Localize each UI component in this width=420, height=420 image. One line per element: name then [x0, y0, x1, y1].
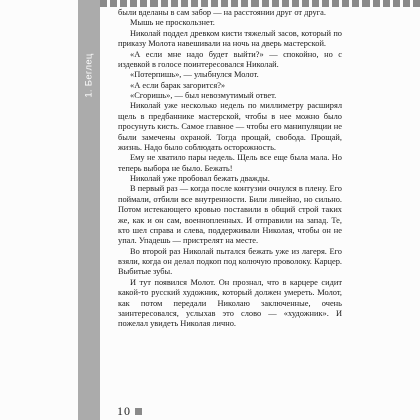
paragraph: В первый раз — когда после контузии очнулся в плену. Его поймали, отбили все внутренности. Били линейно, но сильно. Потом истекающего кровью поставили в общий строй таких же, как и он сам, военнопленных. И отправили на запад. Те, кто шел справа и слева, поддерживали Николая, чтобы он не упал. Упадешь — пристрелят на месте.: [118, 184, 342, 246]
paragraph: «Потерпишь», — улыбнулся Молот.: [130, 70, 259, 80]
paragraph: «Сгоришь», — был невозмутимый ответ.: [130, 91, 277, 100]
page-number: 10: [117, 404, 131, 418]
running-title-container: [78, 0, 100, 150]
folio-square-ornament: [135, 408, 142, 415]
paragraph: Мышь не проскользнет.: [130, 18, 215, 28]
top-decorative-strip: [100, 0, 420, 7]
paragraph: Во второй раз Николай пытался бежать уже из лагеря. Его взяли, когда он делал подкоп под колючую проволоку. Карцер. Выбитые зубы.: [118, 246, 342, 277]
paragraph: «А если мне надо будет выйти?» — спокойно, но с издевкой в голосе поинтересовался Николай.: [118, 49, 342, 69]
paragraph: были вделаны в сам забор — на расстоянии друг от друга.: [118, 8, 326, 17]
paragraph: Николай поддел древком кисти тяжелый засов, который по приказу Молота навешивали на ночь на дверь мастерской.: [118, 28, 342, 49]
running-title: 1. Беглец: [83, 52, 95, 98]
paragraph: «А если барак загорится?»: [130, 80, 226, 90]
paragraph: Ему не хватило пары недель. Щель все еще была мала. Но теперь выбора не было. Бежать!: [118, 153, 342, 173]
paragraph: Николай уже несколько недель по миллиметру расширял щель в предбаннике мастерской, чтобы в нее можно было просунуть кисть. Самое главное — чтобы его манипуляции не были замечены охраной. Тогда прощай, свобода. Прощай, жизнь. Надо было соблюдать осторожность.: [118, 101, 342, 152]
paragraph: Николай уже пробовал бежать дважды.: [130, 174, 270, 183]
paragraph: И тут появился Молот. Он прознал, что в карцере сидит какой-то русский художник, который должен умереть. Молот, как потом передали Николаю заключенные, очень заинтересовался, услыхав это слово — «художник». И пожелал увидеть Николая лично.: [118, 277, 342, 329]
page-footer: [117, 404, 142, 419]
body-text: [118, 8, 342, 330]
